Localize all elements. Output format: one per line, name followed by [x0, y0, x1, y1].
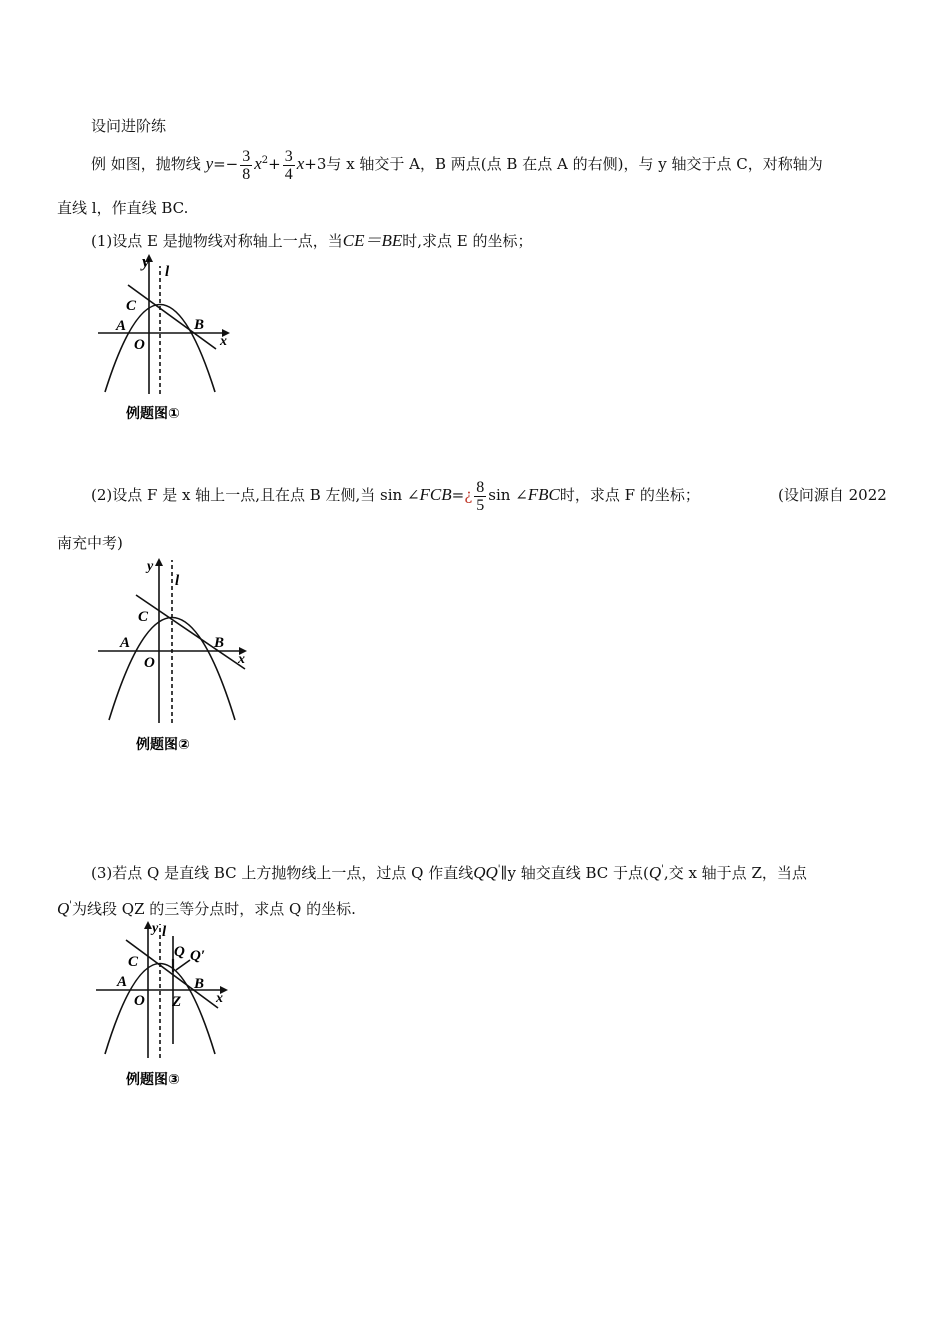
plus-sign: + — [268, 155, 281, 173]
example-line-1 — [91, 142, 823, 183]
section-header: 设问进阶练 — [91, 117, 167, 135]
q2-pre: (2)设点 F 是 x 轴上一点,且在点 B 左侧,当 sin ∠ — [91, 486, 420, 504]
fig2-label-y: y — [147, 559, 154, 574]
q3-line2-rest: 为线段 QZ 的三等分点时，求点 Q 的坐标. — [72, 900, 356, 918]
example-line-2: 直线 l，作直线 BC. — [57, 199, 189, 217]
q2-line-2: 南充中考) — [57, 534, 123, 552]
fig3-label-x: x — [216, 991, 223, 1006]
eq-sign: =− — [213, 155, 239, 173]
figure-1 — [90, 252, 240, 422]
q1-pre: (1)设点 E 是抛物线对称轴上一点，当 — [91, 232, 343, 250]
q3-line-2 — [57, 896, 356, 919]
exponent: 2 — [261, 155, 269, 166]
example-rest: 与 x 轴交于 A，B 两点(点 B 在点 A 的右侧)，与 y 轴交于点 C，对称轴为 — [326, 155, 823, 173]
fig2-label-l: l — [175, 573, 180, 589]
q2-eq: = — [451, 486, 465, 504]
fig1-label-o: O — [134, 337, 145, 353]
fig2-arrow-y — [155, 558, 163, 566]
fraction-8-5: $\frac{8}{5}$ — [476, 478, 485, 514]
question-3 — [91, 860, 807, 883]
q3-line2-q: Q — [57, 899, 70, 918]
fig2-label-x: x — [238, 652, 245, 667]
fig1-label-x: x — [220, 334, 227, 349]
fig3-caption: 例题图③ — [126, 1072, 180, 1088]
fig2-label-b: B — [214, 635, 225, 651]
q2-post: 时，求点 F 的坐标； — [559, 486, 700, 504]
fig2-label-a: A — [120, 635, 131, 651]
fig3-pointer — [176, 960, 190, 970]
example-prefix: 例 如图，抛物线 — [91, 155, 201, 173]
fig2-label-c: C — [138, 609, 149, 625]
fig1-label-l: l — [165, 264, 170, 280]
q1-post: 时,求点 E 的坐标； — [402, 232, 533, 250]
q2-sin: sin ∠ — [488, 486, 528, 504]
fig1-caption: 例题图① — [126, 406, 180, 422]
fig3-label-o: O — [134, 993, 145, 1009]
fig1-label-a: A — [116, 318, 127, 334]
fig2-parabola — [109, 618, 235, 721]
fig3-label-q-prime: Q′ — [190, 948, 206, 964]
fig1-label-c: C — [126, 298, 137, 314]
q2-source: (设问源自 2022 — [778, 486, 887, 504]
q2-fcb: FCB — [419, 485, 452, 504]
fig2-label-o: O — [144, 655, 155, 671]
fig1-label-b: B — [194, 317, 205, 333]
q3-pre: (3)若点 Q 是直线 BC 上方抛物线上一点，过点 Q 作直线 — [91, 864, 474, 882]
fraction-3-8: $\frac{3}{8}$ — [242, 147, 251, 183]
question-2 — [91, 474, 700, 516]
eq-x2: x — [296, 154, 305, 173]
q2-fbc: FBC — [527, 485, 560, 504]
fig3-label-l: l — [162, 924, 167, 940]
eq-const: +3 — [304, 155, 327, 173]
q3-q: Q — [648, 863, 662, 882]
fig3-label-b: B — [194, 976, 205, 992]
figure-2 — [92, 555, 252, 755]
q3-post: ,交 x 轴于点 Z，当点 — [663, 864, 807, 882]
q3-prime-2: ' — [661, 864, 664, 875]
fraction-3-4: $\frac{3}{4}$ — [284, 147, 293, 183]
eq-x: x — [254, 154, 262, 173]
eq-y: y — [205, 154, 214, 173]
figure-3 — [90, 918, 240, 1093]
q2-invalid-char: ¿ — [464, 486, 473, 504]
fig3-label-a: A — [117, 974, 128, 990]
question-1 — [91, 231, 533, 251]
fig3-label-z: Z — [172, 994, 182, 1010]
fig3-label-q: Q — [174, 944, 185, 960]
q1-expr: CE＝BE — [342, 231, 403, 250]
fig1-label-y: y — [142, 252, 150, 271]
q3-qq: QQ — [473, 863, 498, 882]
q3-line2-prime: ' — [69, 900, 73, 911]
fig3-label-y: y — [152, 921, 159, 936]
fig3-arrow-y — [144, 921, 152, 929]
fig2-caption: 例题图② — [136, 737, 190, 753]
q3-mid: ∥y 轴交直线 BC 于点( — [500, 864, 649, 882]
fig3-label-c: C — [128, 954, 139, 970]
q3-prime: ' — [497, 864, 501, 875]
